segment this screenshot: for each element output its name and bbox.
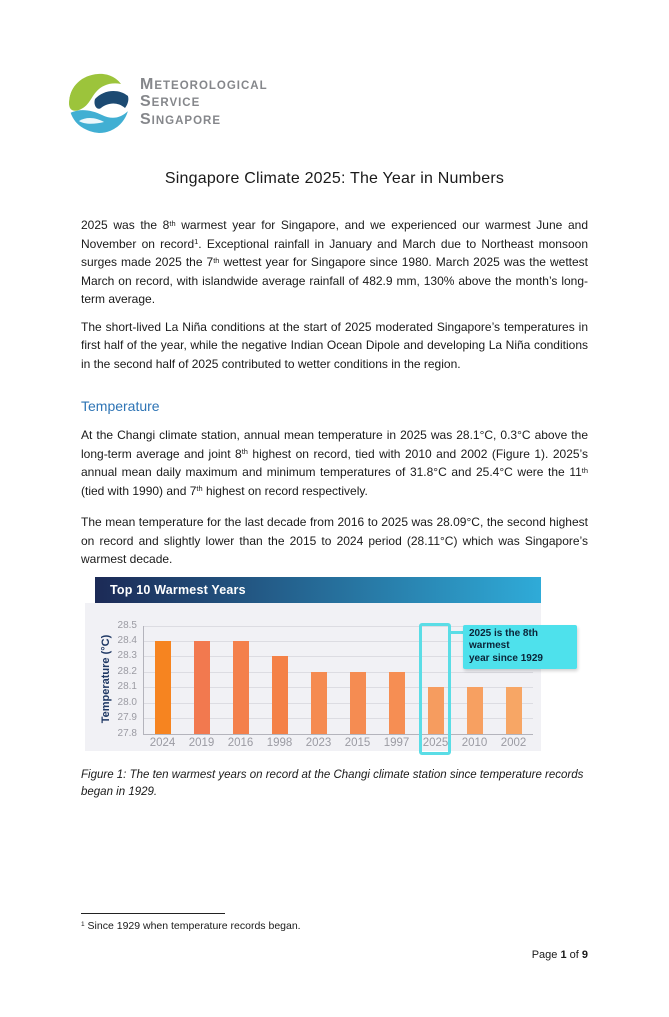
x-tick-label-1997: 1997 (383, 736, 410, 749)
bar-2015 (350, 672, 366, 734)
bar-column-2019 (183, 641, 222, 734)
figure-1-chart (85, 577, 541, 751)
bar-2002 (506, 687, 522, 733)
y-tick-label: 27.8 (117, 727, 137, 739)
x-axis-labels (143, 737, 533, 749)
bar-2010 (467, 687, 483, 733)
x-tick-label-2002: 2002 (500, 736, 527, 749)
bar-column-2015 (339, 672, 378, 734)
y-tick-label: 28.5 (117, 619, 137, 631)
bar-column-2016 (222, 641, 261, 734)
bar-column-1998 (261, 656, 300, 733)
bar-1998 (272, 656, 288, 733)
bar-2019 (194, 641, 210, 734)
document-page (0, 70, 669, 801)
chart-title-banner: Top 10 Warmest Years (95, 577, 541, 603)
callout-connector-line (449, 631, 464, 634)
chart-plot-background (85, 603, 541, 751)
x-tick-label-2025: 2025 (422, 736, 449, 749)
footnote-1: $^1$ Since 1929 when temperature records began. (81, 920, 301, 932)
x-tick-label-2019: 2019 (188, 736, 215, 749)
paragraph-decade-mean: The mean temperature for the last decade from 2016 to 2025 was 28.09°C, the second highest on record and slightly lower than the 2015 to 2024 period (28.11°C) which was Singapore’s warmest decade. (81, 515, 588, 566)
logo-line-service: SERVICE (140, 93, 201, 111)
bar-column-2002 (494, 687, 533, 733)
x-tick-label-1998: 1998 (266, 736, 293, 749)
callout-2025 (463, 625, 577, 670)
bar-2023 (311, 672, 327, 734)
paragraph-la-nina: The short-lived La Niña conditions at the start of 2025 moderated Singapore’s temperatures in first half of the year, while the negative Indian Ocean Dipole and developing La Niña conditions in the second half of 2025 contributed to wetter conditions in the region. (81, 319, 588, 371)
bar-column-2010 (455, 687, 494, 733)
y-tick-label: 28.3 (117, 650, 137, 662)
paragraph-intro: 2025 was the 8th warmest year for Singapore, and we experienced our warmest June and November on record$^1$. Exceptional rainfall in January and March due to Northeast monsoon surges made 2025 the 7th wettest year for Singapore since 1980. March 2025 was the wettest March on record, with islandwide average rainfall of 482.9 mm, 130% above the month’s long-term average. (81, 218, 588, 306)
bar-2024 (155, 641, 171, 734)
bar-2016 (233, 641, 249, 734)
logo-line-meteorological: METEOROLOGICAL (140, 75, 268, 93)
page-number: Page 1 of 9 (531, 949, 588, 961)
mss-globe-icon (67, 71, 131, 135)
section-heading-temperature: Temperature (81, 398, 160, 414)
x-tick-label-2010: 2010 (461, 736, 488, 749)
y-tick-label: 28.2 (117, 665, 137, 677)
callout-text-line-1: 2025 is the 8th warmest (469, 627, 538, 651)
bar-column-2023 (300, 672, 339, 734)
y-tick-label: 28.0 (117, 696, 137, 708)
bar-column-2024 (144, 641, 183, 734)
x-tick-label-2015: 2015 (344, 736, 371, 749)
highlight-2025-box (419, 623, 451, 755)
logo-line-singapore: SINGAPORE (140, 110, 222, 128)
y-tick-label: 28.4 (117, 634, 137, 646)
bar-1997 (389, 672, 405, 734)
footnote-separator (81, 913, 225, 914)
bar-column-1997 (377, 672, 416, 734)
y-axis-title: Temperature (°C) (100, 634, 112, 723)
y-tick-label: 28.1 (117, 681, 137, 693)
paragraph-changi-station: At the Changi climate station, annual mean temperature in 2025 was 28.1°C, 0.3°C above the long-term average and joint 8th highest on record, tied with 2010 and 2002 (Figure 1). 2025’s annual mean daily maximum and minimum temperatures of 31.8°C and 25.4°C were the 11th (tied with 1990) and 7th highest on record respectively. (81, 428, 589, 498)
callout-text-line-2: year since 1929 (469, 652, 543, 664)
x-tick-label-2016: 2016 (227, 736, 254, 749)
mss-logo-text (140, 77, 268, 130)
mss-logo (67, 70, 588, 136)
figure-caption: Figure 1: The ten warmest years on record at the Changi climate station since temperature records began in 1929. (81, 768, 584, 798)
x-tick-label-2023: 2023 (305, 736, 332, 749)
x-tick-label-2024: 2024 (149, 736, 176, 749)
page-title: Singapore Climate 2025: The Year in Numbers (164, 170, 505, 187)
y-tick-label: 27.9 (117, 712, 137, 724)
